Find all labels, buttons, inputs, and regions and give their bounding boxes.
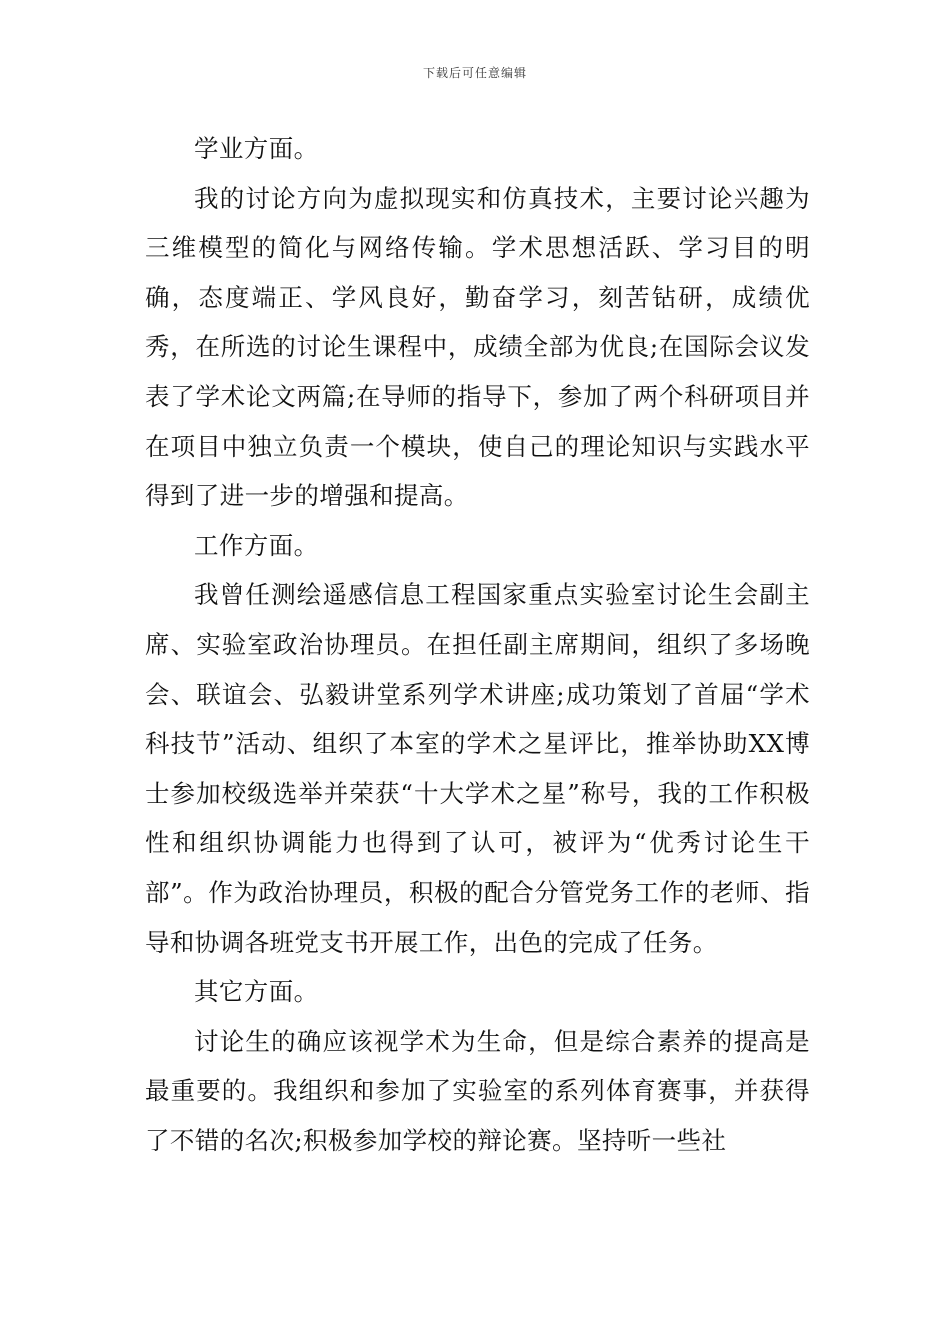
section-heading-academic: 学业方面。 (194, 134, 319, 163)
section-heading-other: 其它方面。 (194, 977, 319, 1007)
paragraph-other: 讨论生的确应该视学术为生命，但是综合素养的提高是最重要的。我组织和参加了实验室的系列体育赛事，并获得了不错的名次;积极参加学校的辩论赛。坚持听一些社 (145, 1026, 810, 1155)
document-body (145, 124, 810, 1165)
paragraph-work: 我曾任测绘遥感信息工程国家重点实验室讨论生会副主席、实验室政治协理员。在担任副主席期间，组织了多场晚会、联谊会、弘毅讲堂系列学术讲座;成功策划了首届“学术科技节”活动、组织了本室的学术之星评比，推举协助XX博士参加校级选举并荣获“十大学术之星”称号，我的工作积极性和组织协调能力也得到了认可，被评为“优秀讨论生干部”。作为政治协理员，积极的配合分管党务工作的老师、指导和协调各班党支书开展工作，出色的完成了任务。 (145, 580, 810, 957)
page-header: 下载后可任意编辑 (422, 66, 527, 80)
paragraph-academic: 我的讨论方向为虚拟现实和仿真技术，主要讨论兴趣为三维模型的简化与网络传输。学术思想活跃、学习目的明确，态度端正、学风良好，勤奋学习，刻苦钻研，成绩优秀，在所选的讨论生课程中，成绩全部为优良;在国际会议发表了学术论文两篇;在导师的指导下，参加了两个科研项目并在项目中独立负责一个模块，使自己的理论知识与实践水平得到了进一步的增强和提高。 (145, 183, 810, 511)
section-heading-work: 工作方面。 (194, 530, 319, 560)
